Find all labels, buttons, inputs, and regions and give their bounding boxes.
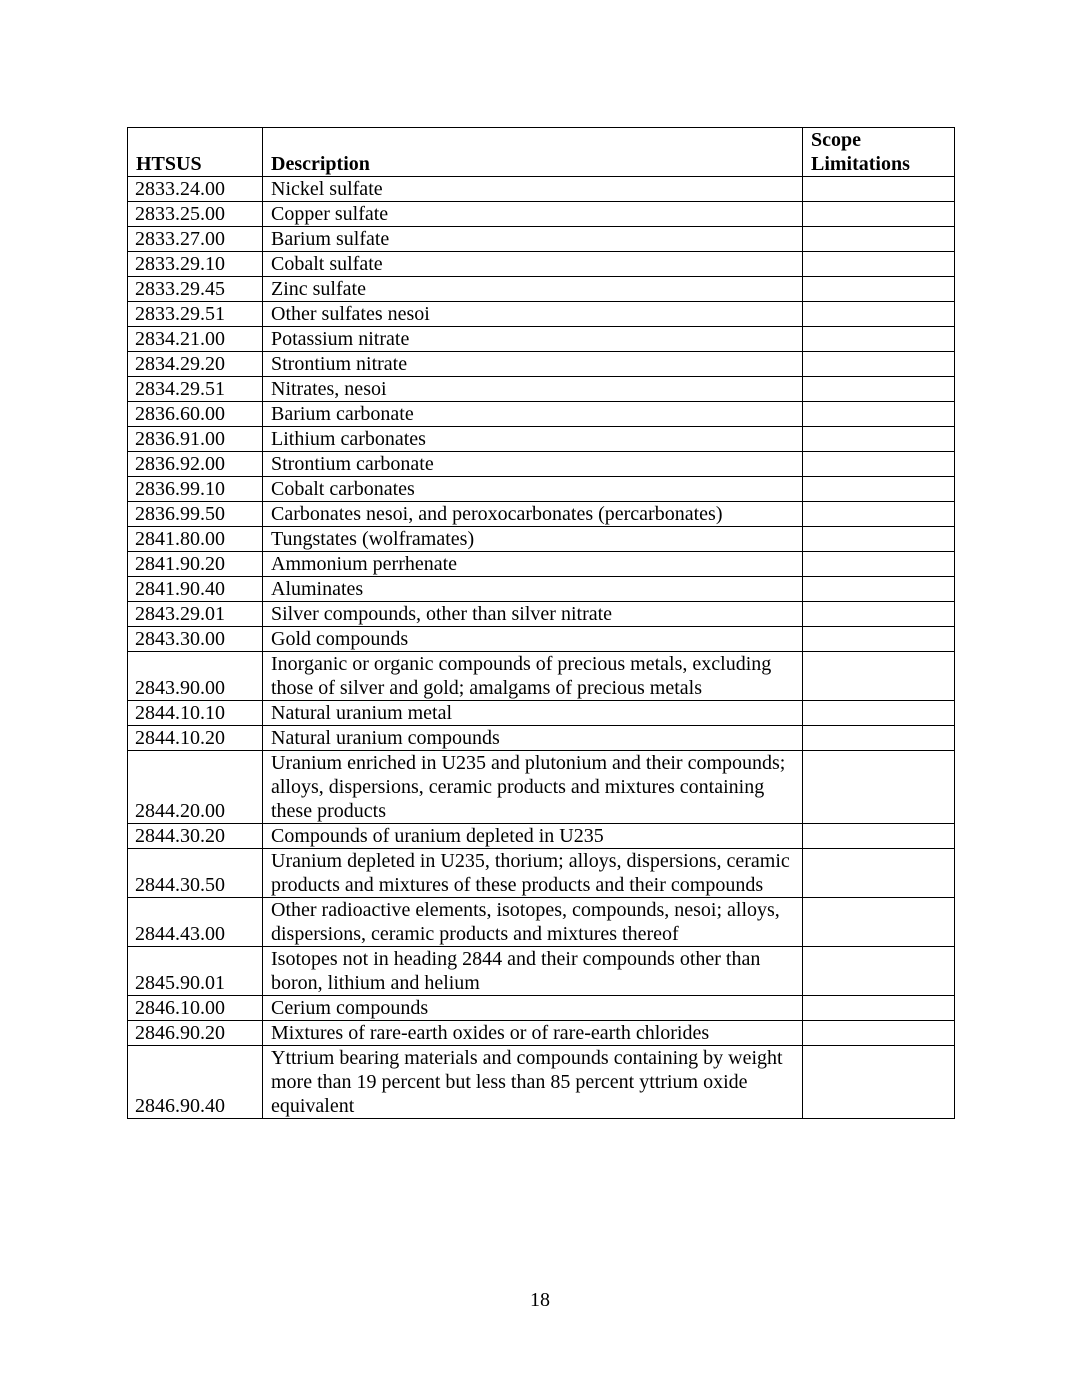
- scope-limitations-cell: [803, 177, 955, 202]
- description-cell: Nitrates, nesoi: [263, 377, 803, 402]
- htsus-code-cell: 2844.30.50: [128, 849, 263, 898]
- table-row: [128, 527, 955, 552]
- htsus-code-cell: 2844.10.20: [128, 726, 263, 751]
- table-row: [128, 502, 955, 527]
- scope-limitations-cell: [803, 452, 955, 477]
- htsus-code-cell: 2844.43.00: [128, 898, 263, 947]
- scope-limitations-cell: [803, 327, 955, 352]
- table-row: [128, 726, 955, 751]
- description-cell: Barium carbonate: [263, 402, 803, 427]
- scope-limitations-cell: [803, 502, 955, 527]
- scope-limitations-cell: [803, 202, 955, 227]
- scope-limitations-cell: [803, 577, 955, 602]
- htsus-code-cell: 2841.80.00: [128, 527, 263, 552]
- description-cell: Yttrium bearing materials and compounds containing by weight more than 19 percent but less than 85 percent yttrium oxide equivalent: [263, 1046, 803, 1119]
- description-cell: Copper sulfate: [263, 202, 803, 227]
- description-cell: Uranium depleted in U235, thorium; alloys, dispersions, ceramic products and mixtures of these products and their compounds: [263, 849, 803, 898]
- table-row: [128, 177, 955, 202]
- table-row: [128, 202, 955, 227]
- description-cell: Inorganic or organic compounds of precious metals, excluding those of silver and gold; amalgams of precious metals: [263, 652, 803, 701]
- htsus-table: [127, 127, 955, 1119]
- htsus-code-cell: 2836.60.00: [128, 402, 263, 427]
- htsus-code-cell: 2843.90.00: [128, 652, 263, 701]
- table-row: [128, 227, 955, 252]
- description-cell: Lithium carbonates: [263, 427, 803, 452]
- scope-limitations-cell: [803, 402, 955, 427]
- table-row: [128, 427, 955, 452]
- table-row: [128, 849, 955, 898]
- table-row: [128, 652, 955, 701]
- description-cell: Mixtures of rare-earth oxides or of rare-earth chlorides: [263, 1021, 803, 1046]
- scope-limitations-cell: [803, 477, 955, 502]
- scope-limitations-cell: [803, 726, 955, 751]
- table-row: [128, 824, 955, 849]
- scope-limitations-cell: [803, 252, 955, 277]
- description-cell: Cobalt carbonates: [263, 477, 803, 502]
- scope-limitations-cell: [803, 701, 955, 726]
- htsus-code-cell: 2843.29.01: [128, 602, 263, 627]
- description-cell: Barium sulfate: [263, 227, 803, 252]
- description-cell: Cerium compounds: [263, 996, 803, 1021]
- description-cell: Silver compounds, other than silver nitrate: [263, 602, 803, 627]
- scope-limitations-cell: [803, 898, 955, 947]
- table-row: [128, 627, 955, 652]
- htsus-code-cell: 2841.90.20: [128, 552, 263, 577]
- table-header-row: [128, 128, 955, 177]
- htsus-code-cell: 2846.10.00: [128, 996, 263, 1021]
- table-row: [128, 602, 955, 627]
- scope-limitations-cell: [803, 352, 955, 377]
- header-htsus: HTSUS: [128, 128, 263, 177]
- table-row: [128, 1021, 955, 1046]
- header-description: Description: [263, 128, 803, 177]
- description-cell: Zinc sulfate: [263, 277, 803, 302]
- htsus-code-cell: 2841.90.40: [128, 577, 263, 602]
- htsus-code-cell: 2833.29.45: [128, 277, 263, 302]
- description-cell: Potassium nitrate: [263, 327, 803, 352]
- scope-limitations-cell: [803, 1021, 955, 1046]
- description-cell: Ammonium perrhenate: [263, 552, 803, 577]
- description-cell: Cobalt sulfate: [263, 252, 803, 277]
- htsus-code-cell: 2845.90.01: [128, 947, 263, 996]
- description-cell: Compounds of uranium depleted in U235: [263, 824, 803, 849]
- table-row: [128, 701, 955, 726]
- description-cell: Isotopes not in heading 2844 and their compounds other than boron, lithium and helium: [263, 947, 803, 996]
- table-row: [128, 577, 955, 602]
- table-row: [128, 377, 955, 402]
- htsus-code-cell: 2836.92.00: [128, 452, 263, 477]
- table-row: [128, 898, 955, 947]
- htsus-code-cell: 2844.30.20: [128, 824, 263, 849]
- table-row: [128, 277, 955, 302]
- htsus-code-cell: 2834.29.51: [128, 377, 263, 402]
- table-row: [128, 327, 955, 352]
- htsus-code-cell: 2833.25.00: [128, 202, 263, 227]
- scope-limitations-cell: [803, 552, 955, 577]
- scope-limitations-cell: [803, 947, 955, 996]
- description-cell: Nickel sulfate: [263, 177, 803, 202]
- description-cell: Aluminates: [263, 577, 803, 602]
- htsus-code-cell: 2836.99.50: [128, 502, 263, 527]
- htsus-code-cell: 2843.30.00: [128, 627, 263, 652]
- description-cell: Natural uranium metal: [263, 701, 803, 726]
- scope-limitations-cell: [803, 849, 955, 898]
- scope-limitations-cell: [803, 227, 955, 252]
- table-row: [128, 252, 955, 277]
- htsus-code-cell: 2833.24.00: [128, 177, 263, 202]
- table-row: [128, 352, 955, 377]
- scope-limitations-cell: [803, 277, 955, 302]
- table-row: [128, 477, 955, 502]
- description-cell: Carbonates nesoi, and peroxocarbonates (percarbonates): [263, 502, 803, 527]
- table-body: [128, 177, 955, 1119]
- htsus-code-cell: 2833.27.00: [128, 227, 263, 252]
- description-cell: Strontium carbonate: [263, 452, 803, 477]
- description-cell: Strontium nitrate: [263, 352, 803, 377]
- description-cell: Other radioactive elements, isotopes, compounds, nesoi; alloys, dispersions, ceramic products and mixtures thereof: [263, 898, 803, 947]
- scope-limitations-cell: [803, 751, 955, 824]
- scope-limitations-cell: [803, 652, 955, 701]
- htsus-code-cell: 2834.29.20: [128, 352, 263, 377]
- table-row: [128, 302, 955, 327]
- htsus-code-cell: 2844.20.00: [128, 751, 263, 824]
- description-cell: Uranium enriched in U235 and plutonium and their compounds; alloys, dispersions, ceramic products and mixtures containing these products: [263, 751, 803, 824]
- table-row: [128, 947, 955, 996]
- htsus-code-cell: 2833.29.51: [128, 302, 263, 327]
- description-cell: Tungstates (wolframates): [263, 527, 803, 552]
- htsus-code-cell: 2833.29.10: [128, 252, 263, 277]
- htsus-code-cell: 2844.10.10: [128, 701, 263, 726]
- table-row: [128, 552, 955, 577]
- description-cell: Natural uranium compounds: [263, 726, 803, 751]
- htsus-code-cell: 2846.90.20: [128, 1021, 263, 1046]
- scope-limitations-cell: [803, 427, 955, 452]
- table-row: [128, 751, 955, 824]
- description-cell: Other sulfates nesoi: [263, 302, 803, 327]
- htsus-code-cell: 2836.91.00: [128, 427, 263, 452]
- scope-limitations-cell: [803, 996, 955, 1021]
- scope-limitations-cell: [803, 527, 955, 552]
- scope-limitations-cell: [803, 602, 955, 627]
- table-row: [128, 402, 955, 427]
- header-scope-limitations: Scope Limitations: [803, 128, 955, 177]
- scope-limitations-cell: [803, 377, 955, 402]
- scope-limitations-cell: [803, 824, 955, 849]
- htsus-code-cell: 2846.90.40: [128, 1046, 263, 1119]
- page-number: 18: [530, 1289, 550, 1311]
- description-cell: Gold compounds: [263, 627, 803, 652]
- table-row: [128, 452, 955, 477]
- scope-limitations-cell: [803, 1046, 955, 1119]
- scope-limitations-cell: [803, 627, 955, 652]
- scope-limitations-cell: [803, 302, 955, 327]
- table-row: [128, 1046, 955, 1119]
- htsus-code-cell: 2834.21.00: [128, 327, 263, 352]
- table-row: [128, 996, 955, 1021]
- htsus-code-cell: 2836.99.10: [128, 477, 263, 502]
